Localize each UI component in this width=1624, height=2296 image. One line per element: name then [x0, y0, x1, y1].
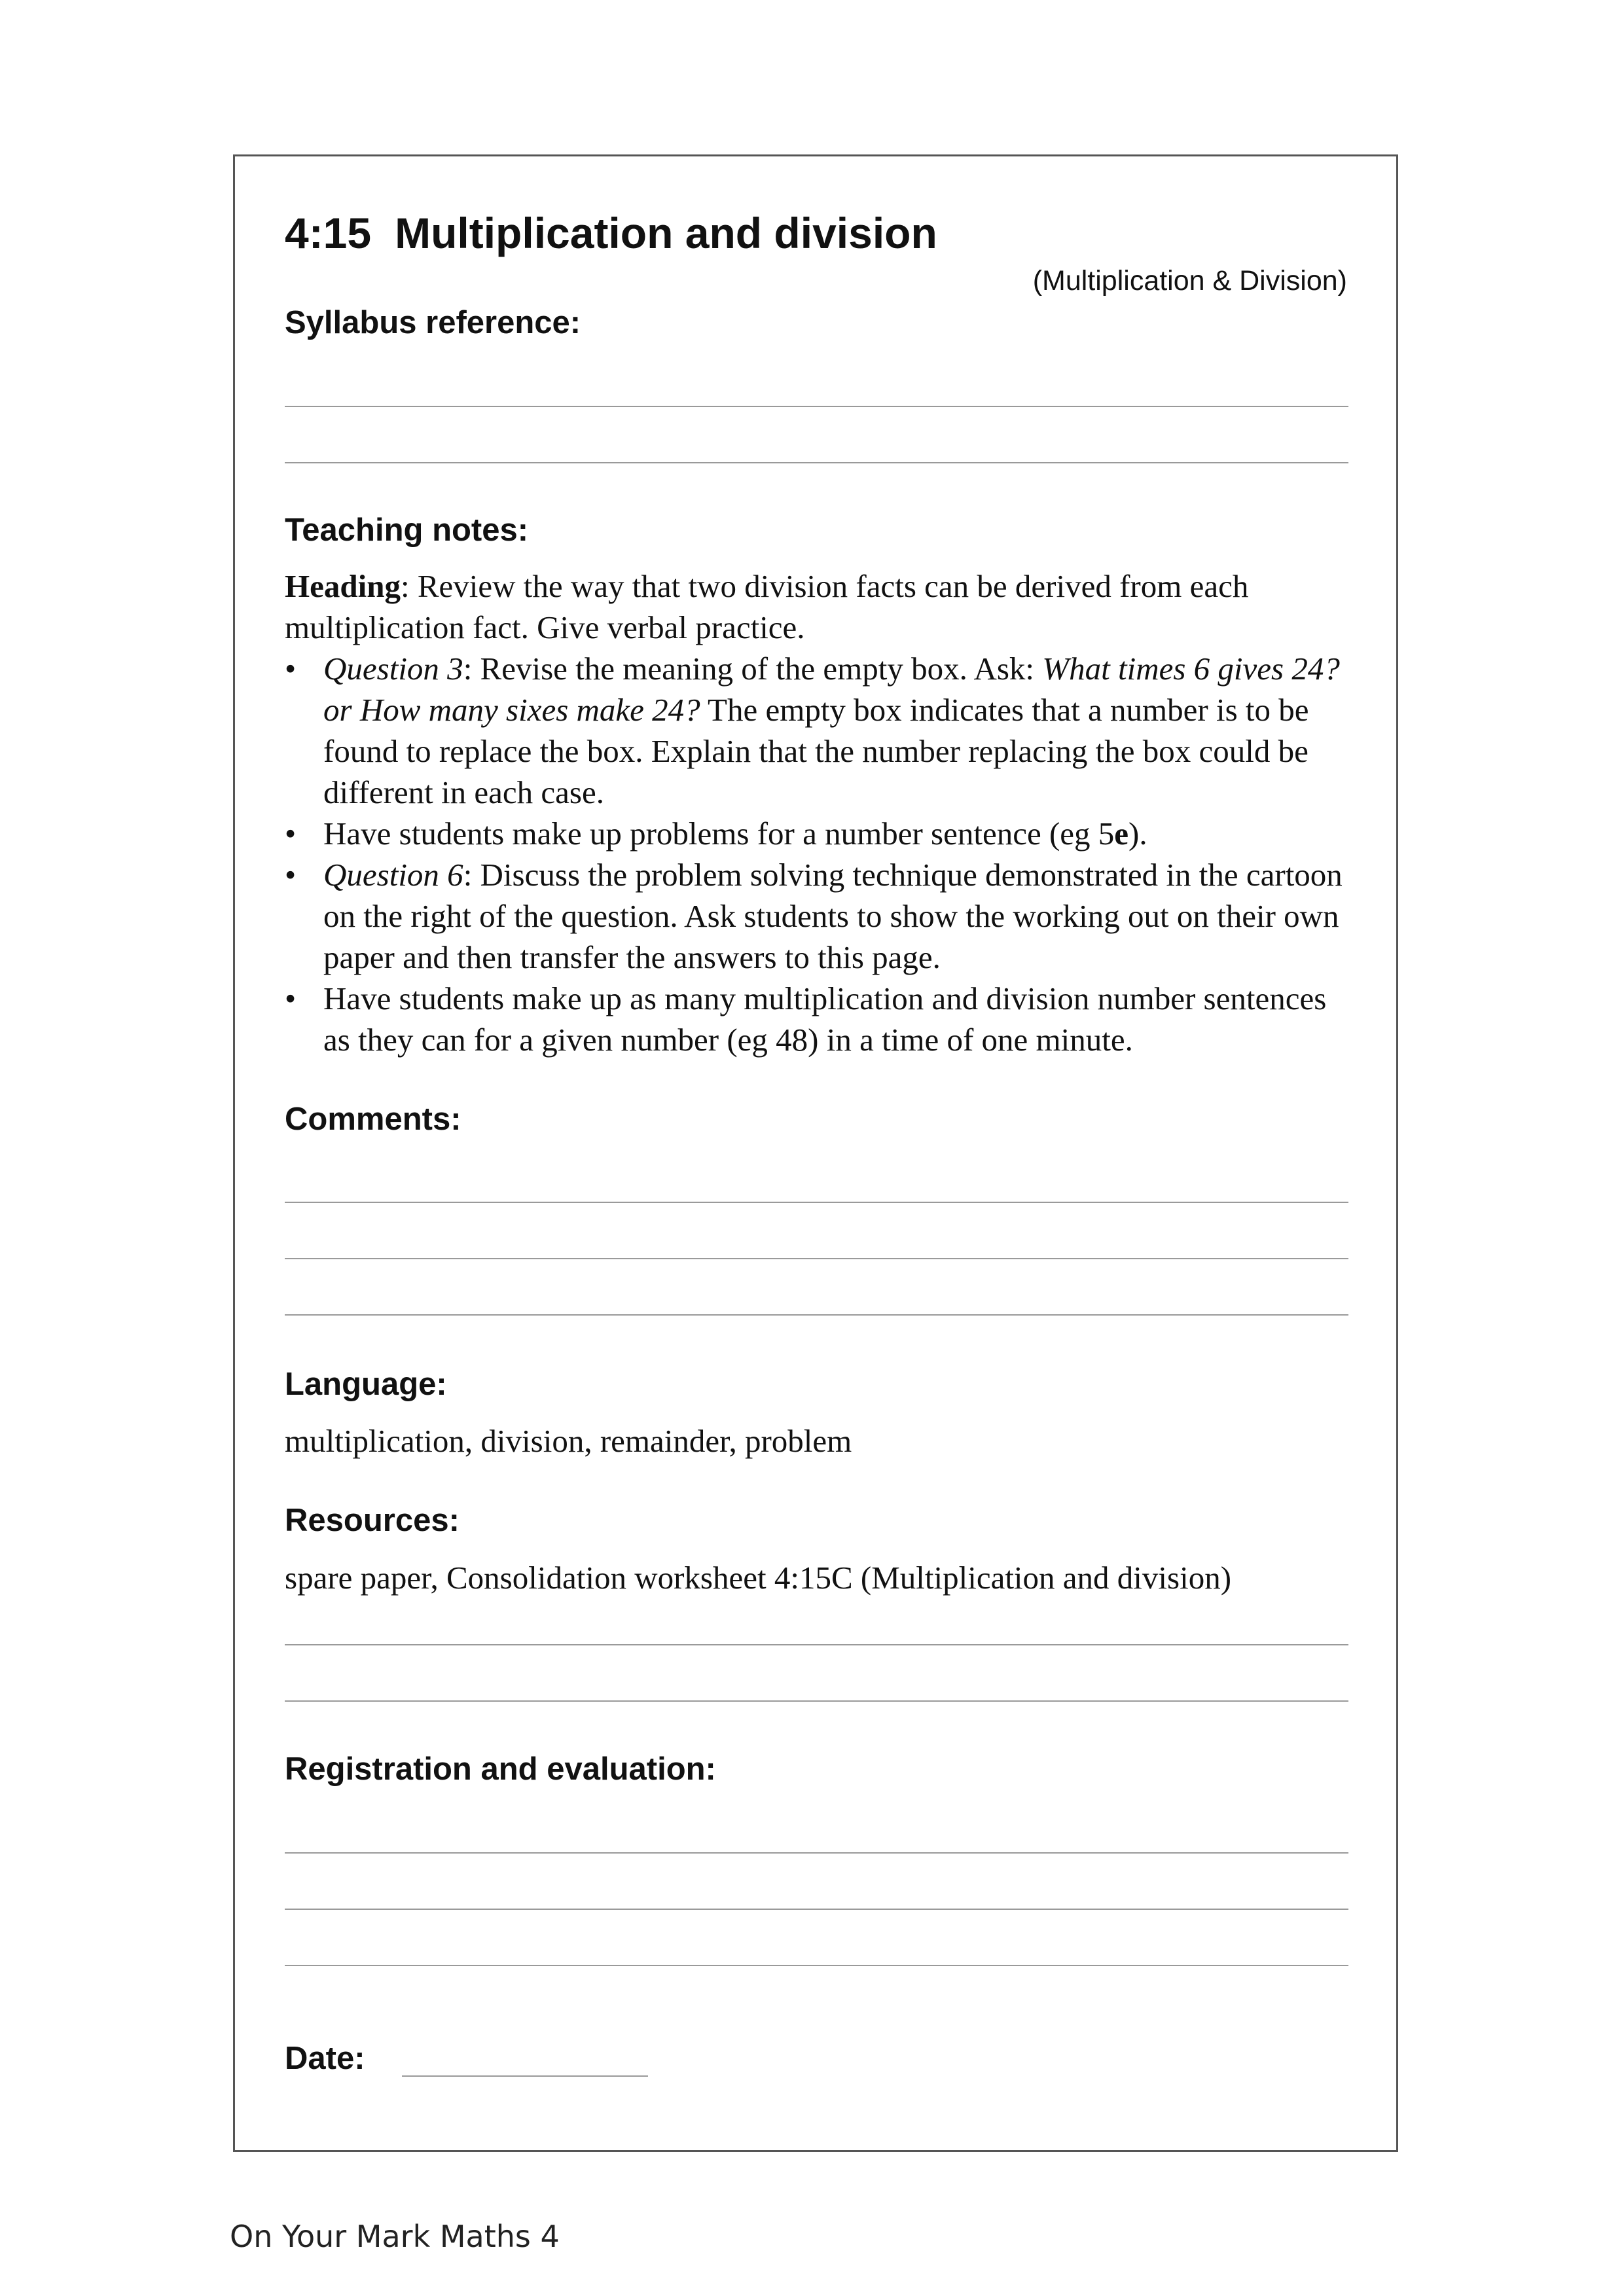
- notes-intro: Heading: Review the way that two division facts can be derived from each multiplication fact. Give verbal practice.: [285, 568, 1249, 645]
- resources-text: spare paper, Consolidation worksheet 4:15C (Multiplication and division): [285, 1560, 1232, 1596]
- language-heading: Language:: [285, 1367, 447, 1402]
- language-text: multiplication, division, remainder, problem: [285, 1423, 852, 1459]
- notes-list-item: • Question 3: Revise the meaning of the empty box. Ask: What times 6 gives 24? or How many sixes make 24? The empty box indicates that a number is to be found to replace the box. Explain that the number replacing the box could be different in each case.: [285, 651, 1340, 810]
- notes-list-item: • Question 6: Discuss the problem solving technique demonstrated in the cartoon on the right of the question. Ask students to show the working out on their own paper and then transfer the answers to this page.: [285, 857, 1343, 975]
- registration-line-1[interactable]: [285, 1852, 1348, 1854]
- registration-line-3[interactable]: [285, 1965, 1348, 1966]
- notes-list: [285, 648, 1358, 1060]
- resources-line-2[interactable]: [285, 1700, 1348, 1702]
- resources-heading: Resources:: [285, 1503, 460, 1538]
- syllabus-heading: Syllabus reference:: [285, 305, 581, 340]
- lesson-title-text: Multiplication and division: [395, 209, 937, 257]
- notes-intro-label: Heading: [285, 568, 401, 604]
- date-label: Date:: [285, 2041, 365, 2076]
- syllabus-line-2[interactable]: [285, 462, 1348, 463]
- registration-line-2[interactable]: [285, 1909, 1348, 1910]
- topic-label: (Multiplication & Division): [1032, 265, 1347, 296]
- notes-list-item: • Have students make up problems for a number sentence (eg 5e).: [285, 816, 1147, 852]
- lesson-title: [285, 208, 937, 258]
- comments-line-3[interactable]: [285, 1314, 1348, 1316]
- teaching-notes-heading: Teaching notes:: [285, 512, 529, 548]
- syllabus-line-1[interactable]: [285, 406, 1348, 407]
- comments-line-1[interactable]: [285, 1202, 1348, 1203]
- date-field-line[interactable]: [402, 2075, 648, 2077]
- teaching-notes-body: [285, 565, 1358, 1060]
- lesson-number: 4:15: [285, 209, 372, 257]
- comments-heading: Comments:: [285, 1102, 461, 1137]
- resources-line-1[interactable]: [285, 1644, 1348, 1645]
- page-footer: On Your Mark Maths 4: [230, 2219, 560, 2254]
- notes-list-item: • Have students make up as many multiplication and division number sentences as they can for a given number (eg 48) in a time of one minute.: [285, 980, 1327, 1058]
- registration-heading: Registration and evaluation:: [285, 1751, 716, 1787]
- comments-line-2[interactable]: [285, 1258, 1348, 1259]
